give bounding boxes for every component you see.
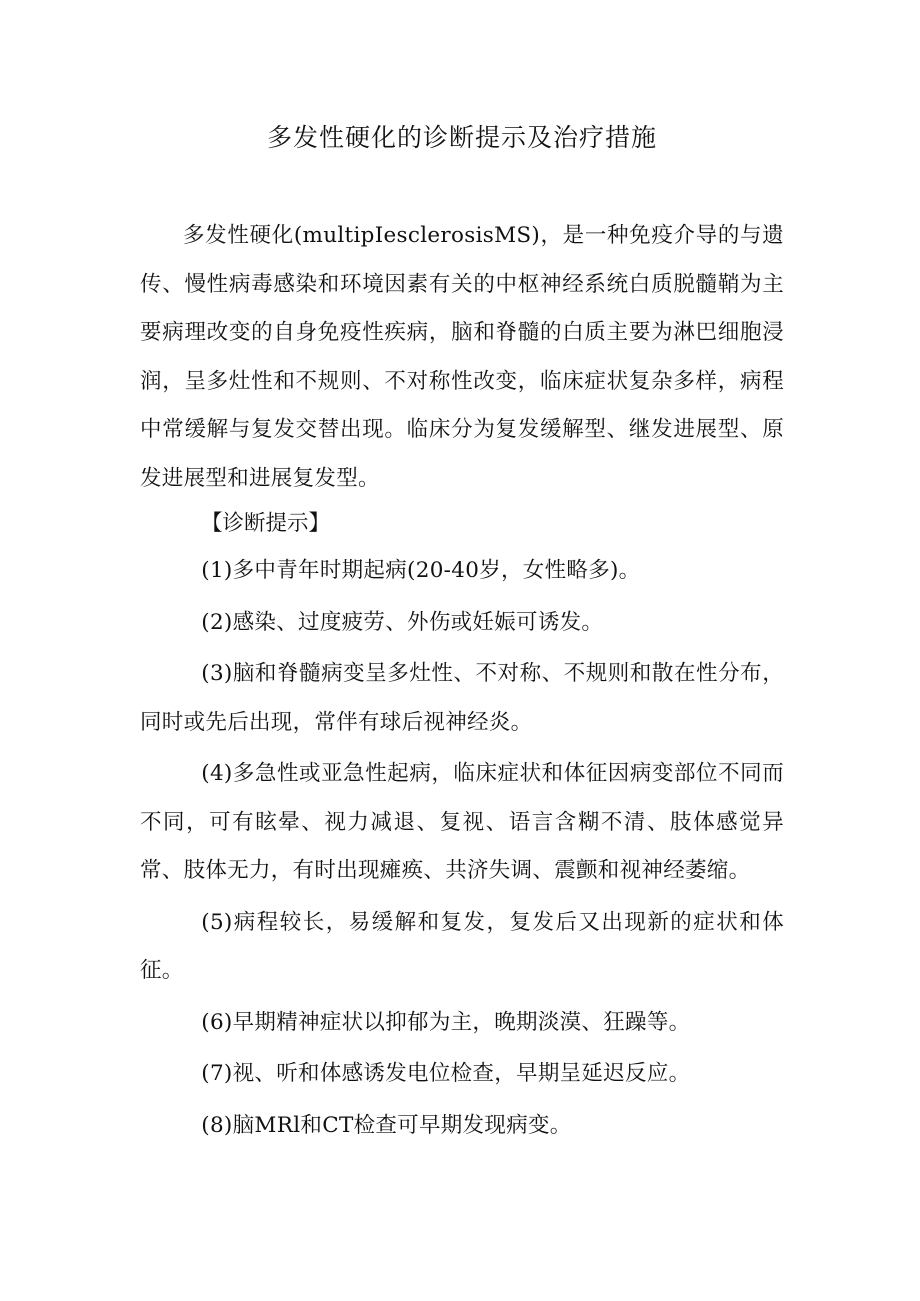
section-heading: 【诊断提示】 — [201, 511, 331, 536]
diagnosis-item-7: (7)视、听和体感诱发电位检查，早期呈延迟反应。 — [201, 1061, 691, 1086]
diagnosis-item-3: (3)脑和脊髓病变呈多灶性、不对称、不规则和散在性分布，同时或先后出现，常伴有球后视神经炎。 — [140, 661, 784, 735]
diagnosis-item-4: (4)多急性或亚急性起病，临床症状和体征因病变部位不同而不同，可有眩晕、视力减退、复视、语言含糊不清、肢体感觉异常、肢体无力，有时出现瘫痪、共济失调、震颤和视神经萎缩。 — [140, 761, 784, 883]
diagnosis-item-8: (8)脑MRl和CT检查可早期发现病变。 — [201, 1112, 572, 1138]
diagnosis-item-2: (2)感染、过度疲劳、外伤或妊娠可诱发。 — [201, 609, 604, 635]
intro-paragraph: 多发性硬化(multipIesclerosisMS)，是一种免疫介导的与遗传、慢性病毒感染和环境因素有关的中枢神经系统白质脱髓鞘为主要病理改变的自身免疫性疾病，脑和脊髓的白质主要为淋巴细胞浸润，呈多灶性和不规则、不对称性改变，临床症状复杂多样，病程中常缓解与复发交替出现。临床分为复发缓解型、继发进展型、原发进展型和进展复发型。 — [140, 223, 784, 491]
diagnosis-list — [140, 547, 784, 1153]
diagnosis-item-5: (5)病程较长，易缓解和复发，复发后又出现新的症状和体征。 — [140, 909, 784, 983]
document-title: 多发性硬化的诊断提示及治疗措施 — [266, 123, 657, 152]
diagnosis-item-6: (6)早期精神症状以抑郁为主，晚期淡漠、狂躁等。 — [201, 1009, 691, 1035]
diagnosis-item-1: (1)多中青年时期起病(20-40岁，女性略多)。 — [201, 558, 641, 583]
